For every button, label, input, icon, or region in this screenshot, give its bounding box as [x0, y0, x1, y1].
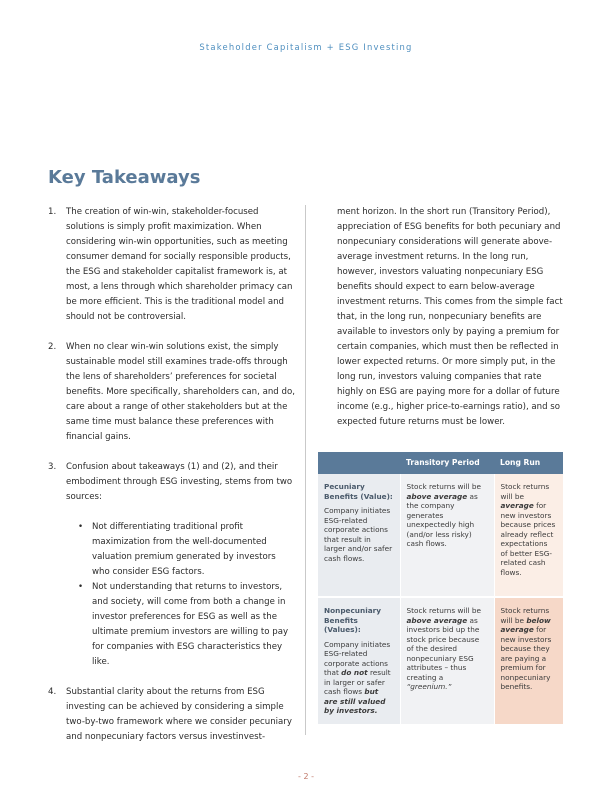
takeaway-text: Confusion about takeaways (1) and (2), and their embodiment through ESG investing, stems from two sources:: [66, 462, 293, 502]
takeaway-number: 2.: [48, 342, 57, 352]
pecuniary-description: Company initiates ESG-related corporate actions that result in larger and/or safer cash flows.: [324, 506, 393, 563]
takeaway-item-4: [48, 685, 296, 745]
page-number: - 2 -: [298, 772, 314, 781]
nonpecuniary-description: Company initiates ESG-related corporate actions that do not result in larger or safer cash flows but are still valued by investors.: [324, 639, 391, 715]
pecuniary-title: Pecuniary Benefits (Value):: [324, 482, 393, 501]
nonpecuniary-long-run-cell: Stock returns will be below average for new investors because they are paying a premium for nonpecuniary benefits.: [494, 597, 563, 724]
takeaway-number: 4.: [48, 687, 57, 697]
bullet-text: Not understanding that returns to investors, and society, will come from both a change in investor preferences for ESG as well as the ultimate premium investors are willing to pay for companies with ESG characteristics they like.: [92, 582, 289, 667]
takeaway-text: Substantial clarity about the returns from ESG investing can be achieved by considering a simple two-by-two framework where we consider pecuniary and nonpecuniary factors versus investinvest-: [66, 687, 292, 742]
takeaway-number: 1.: [48, 207, 57, 217]
running-header: Stakeholder Capitalism + ESG Investing: [199, 42, 413, 52]
bullet-list: [78, 520, 296, 670]
takeaway-text: The creation of win-win, stakeholder-focused solutions is simply profit maximization. When considering win-win opportunities, such as meeting consumer demand for socially responsible products, the ESG and stakeholder capitalist framework is, at most, a lens through which shareholder primacy can be more efficient. This is the traditional model and should not be controversial.: [66, 207, 293, 322]
takeaway-number: 3.: [48, 462, 57, 472]
bullet-item-1: [78, 520, 296, 580]
benefits-table: [318, 452, 564, 724]
table-header-empty: [318, 452, 400, 474]
page-title: Key Takeaways: [48, 167, 201, 188]
takeaway-item-1: [48, 205, 296, 325]
takeaway-item-3: [48, 460, 296, 505]
left-column: [48, 205, 296, 760]
pecuniary-transitory-cell: Stock returns will be above average as the company generates unexpectedly high (and/or less risky) cash flows.: [400, 474, 494, 597]
nonpecuniary-row-header: [318, 597, 400, 724]
takeaway-text-continued: ment horizon. In the short run (Transitory Period), appreciation of ESG benefits for both pecuniary and nonpecuniary considerations will generate above-average investment returns. In the long run, however, investors valuating nonpecuniary ESG benefits should expect to earn below-average investment returns. This comes from the simple fact that, in the long run, nonpecuniary benefits are available to investors only by paying a premium for certain companies, which must then be reflected in lower expected returns. Or more simply put, in the long run, investors valuing companies that rate highly on ESG are paying more for a dollar of future income (e.g., higher price-to-earnings ratio), and so expected future returns must be lower.: [337, 207, 563, 427]
bullet-item-2: [78, 580, 296, 670]
nonpecuniary-transitory-cell: Stock returns will be above average as investors bid up the stock price because of the desired nonpecuniary ESG attributes – thus creating a “greenium.”: [400, 597, 494, 724]
pecuniary-long-run-cell: Stock returns will be average for new investors because prices already reflect expectations of better ESG-related cash flows.: [494, 474, 563, 597]
right-column: [337, 205, 569, 430]
table-row: [318, 474, 563, 597]
nonpecuniary-title: Nonpecuniary Benefits (Values):: [324, 606, 381, 634]
table-row: [318, 597, 563, 724]
column-divider: [305, 205, 306, 735]
bullet-glyph: •: [78, 582, 84, 592]
table-header-long-run: Long Run: [494, 452, 563, 474]
table-header-row: [318, 452, 563, 474]
bullet-glyph: •: [78, 522, 84, 532]
table-header-transitory: Transitory Period: [400, 452, 494, 474]
pecuniary-row-header: [318, 474, 400, 597]
takeaway-text: When no clear win-win solutions exist, the simply sustainable model still examines trade-offs through the lens of shareholders’ preferences for societal benefits. More specifically, shareholders can, and do, care about a range of other stakeholders but at the same time must balance these preferences with financial gains.: [66, 342, 295, 442]
bullet-text: Not differentiating traditional profit maximization from the well-documented valuation premium generated by investors who consider ESG factors.: [92, 522, 276, 577]
takeaway-item-2: [48, 340, 296, 445]
